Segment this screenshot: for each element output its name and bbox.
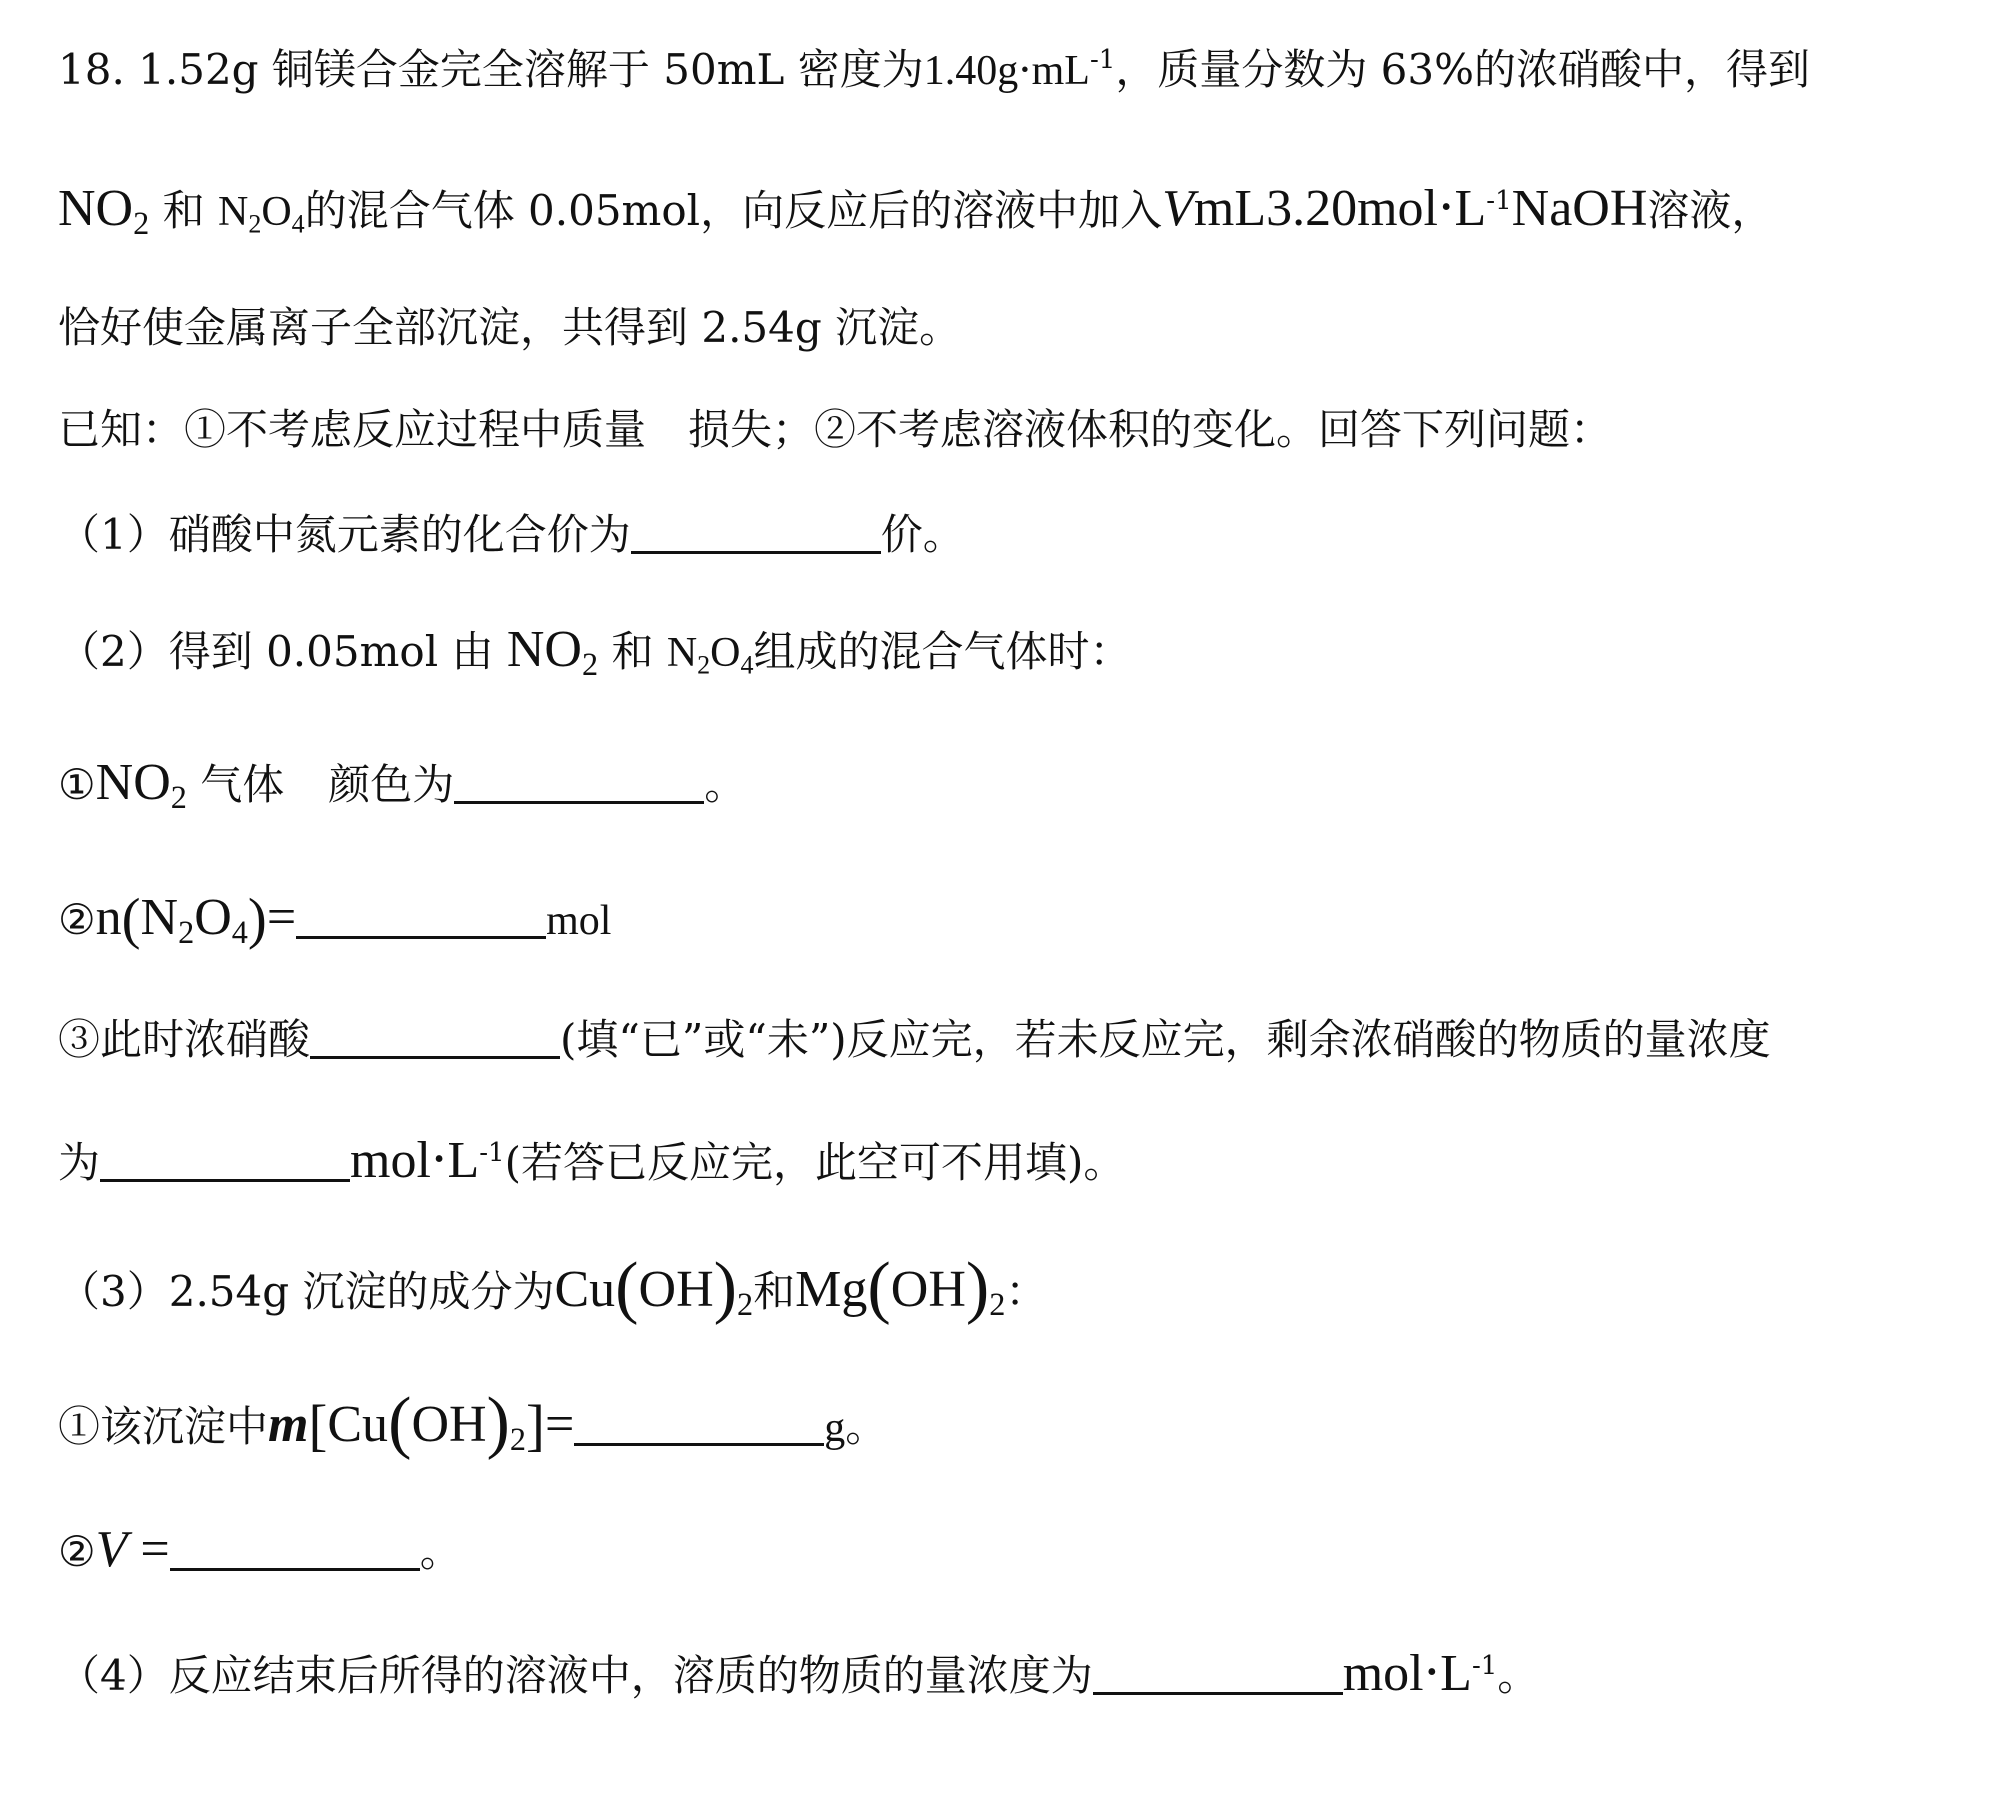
intro-text-b: ，质量分数为 63%的浓硝酸中，得到 <box>1115 45 1811 94</box>
subscript: 2 <box>581 646 599 683</box>
question-2-3-continued <box>58 1130 1125 1193</box>
answer-blank-q3-2[interactable] <box>170 1528 420 1571</box>
formula-mg: Mg <box>795 1261 868 1318</box>
answer-blank-q4[interactable] <box>1093 1652 1343 1695</box>
formula-cu-oh-2 <box>554 1248 754 1327</box>
formula-n: N <box>140 889 179 946</box>
question-2-text: （2）得到 0.05mol 由 <box>58 627 494 676</box>
formula-mg-oh-2 <box>795 1248 1006 1327</box>
naoh-concentration: mL3.20mol <box>1193 180 1438 237</box>
variable-v: V <box>1162 180 1194 237</box>
item-number: ① <box>58 760 96 809</box>
sentence-end: 。 <box>1497 1651 1540 1700</box>
formula-cu-oh-2 <box>327 1383 527 1462</box>
question-2-3-text-b: (填“已”或“未”)反应完，若未反应完，剩余浓硝酸的物质的量浓度 <box>560 1015 1771 1064</box>
formula-no2 <box>506 621 599 683</box>
dot-operator: · <box>1423 1643 1441 1703</box>
subscript: 4 <box>291 209 305 239</box>
question-2-3-text-a: ③此时浓硝酸 <box>58 1015 311 1064</box>
equals-sign: = <box>127 1521 170 1578</box>
unit-l: L <box>1440 1645 1472 1702</box>
formula-n2o4 <box>217 189 305 239</box>
left-paren: ( <box>615 1248 639 1327</box>
right-paren: ) <box>247 887 267 951</box>
unit-mol: mol <box>350 1132 431 1189</box>
known-text-a: 已知：①不考虑反应过程中质量 <box>58 405 647 454</box>
intro-text-c: 的混合气体 0.05mol，向反应后的溶液中加入 <box>304 186 1163 235</box>
subscript: 2 <box>737 1286 754 1323</box>
equals-sign: = <box>266 889 297 946</box>
question-2 <box>58 620 1132 683</box>
unit-mol: mol <box>1342 1645 1424 1702</box>
question-3-1 <box>58 1383 888 1462</box>
formula-oh: OH <box>638 1261 714 1318</box>
unit-l: L <box>447 1132 480 1189</box>
conjunction: 和 <box>753 1267 796 1316</box>
question-2-3-text-c: 为 <box>58 1138 101 1187</box>
intro-text-d: 溶液， <box>1647 186 1774 235</box>
subscript: 4 <box>740 650 754 680</box>
question-1-text: （1）硝酸中氮元素的化合价为 <box>58 510 631 559</box>
answer-blank-q1[interactable] <box>631 511 881 554</box>
formula-cu: Cu <box>554 1261 616 1318</box>
formula-no: NO <box>506 621 582 678</box>
conjunction: 和 <box>611 627 654 676</box>
conjunction: 和 <box>162 186 205 235</box>
exponent: -1 <box>1471 1650 1498 1681</box>
answer-blank-q2-3a[interactable] <box>310 1016 560 1059</box>
intro-text-a: 18. 1.52g 铜镁合金完全溶解于 50mL 密度为 <box>58 45 924 94</box>
formula-n: N <box>217 189 249 235</box>
problem-intro-line-3 <box>58 298 961 358</box>
formula-oh: OH <box>890 1261 966 1318</box>
unit-l: L <box>1454 180 1487 237</box>
question-4-text: （4）反应结束后所得的溶液中，溶质的物质的量浓度为 <box>58 1651 1093 1700</box>
left-paren: ( <box>121 887 141 951</box>
answer-blank-q2-2[interactable] <box>296 896 546 939</box>
subscript: 2 <box>697 650 711 680</box>
formula-n: N <box>666 630 698 676</box>
question-1 <box>58 505 965 565</box>
answer-blank-q3-1[interactable] <box>574 1403 824 1446</box>
formula-o: O <box>261 189 292 235</box>
unit-mol: mol <box>546 898 612 944</box>
variable-v: V <box>95 1521 128 1578</box>
density-value: 1.40g <box>923 48 1019 94</box>
left-bracket: [ <box>308 1394 328 1458</box>
item-number: ① <box>58 1402 101 1451</box>
math-n: n <box>95 889 122 946</box>
exponent: -1 <box>1089 44 1116 75</box>
variable-m: m <box>268 1396 309 1453</box>
question-2-suffix: 组成的混合气体时： <box>753 627 1132 676</box>
question-3-suffix: ： <box>1005 1267 1048 1316</box>
formula-oh: OH <box>411 1396 487 1453</box>
right-paren: ) <box>965 1248 990 1327</box>
formula-no2 <box>95 754 187 816</box>
question-3 <box>58 1248 1048 1327</box>
item-number: ② <box>58 1527 96 1576</box>
question-4 <box>58 1643 1539 1706</box>
formula-no: NO <box>58 180 134 237</box>
density-unit: mL <box>1031 48 1090 94</box>
formula-n2o4 <box>666 630 754 680</box>
answer-blank-q2-3b[interactable] <box>100 1139 350 1182</box>
question-2-2 <box>58 888 611 951</box>
formula-naoh: NaOH <box>1511 180 1648 237</box>
right-paren: ) <box>486 1383 510 1462</box>
question-2-1 <box>58 753 746 815</box>
known-conditions <box>58 400 1612 460</box>
intro-text-e: 恰好使金属离子全部沉淀，共得到 2.54g 沉淀。 <box>58 303 962 352</box>
dot-operator: · <box>1018 45 1032 94</box>
subscript: 2 <box>248 209 262 239</box>
formula-o: O <box>710 630 741 676</box>
question-1-suffix: 价。 <box>880 510 965 559</box>
subscript: 2 <box>170 779 187 816</box>
unit-g: g。 <box>824 1405 888 1451</box>
subscript: 2 <box>989 1286 1006 1323</box>
left-paren: ( <box>388 1383 412 1462</box>
dot-operator: · <box>1437 178 1455 238</box>
subscript: 2 <box>133 205 150 242</box>
item-number: ② <box>58 895 96 944</box>
question-2-1-text-b: 颜色为 <box>328 760 455 809</box>
question-2-3 <box>58 1010 1771 1070</box>
sentence-end: 。 <box>704 760 747 809</box>
problem-intro-line-1 <box>58 40 1810 101</box>
right-paren: ) <box>713 1248 738 1327</box>
subscript: 4 <box>231 914 248 951</box>
exponent: -1 <box>1486 185 1512 216</box>
formula-no: NO <box>95 754 171 811</box>
answer-blank-q2-1[interactable] <box>454 761 704 804</box>
subscript: 2 <box>509 1421 527 1458</box>
dot-operator: · <box>430 1130 448 1190</box>
known-text-b: 损失；②不考虑溶液体积的变化。回答下列问题： <box>688 405 1613 454</box>
exponent: -1 <box>479 1137 505 1168</box>
formula-cu: Cu <box>327 1396 389 1453</box>
right-bracket: ] <box>526 1394 545 1458</box>
question-3-2 <box>58 1520 462 1582</box>
question-2-1-text-a: 气体 <box>200 760 285 809</box>
formula-no2 <box>58 180 150 242</box>
formula-n2o4 <box>140 889 248 951</box>
sentence-end: 。 <box>419 1527 462 1576</box>
equals-sign: = <box>544 1396 575 1453</box>
question-3-1-text: 该沉淀中 <box>100 1402 269 1451</box>
subscript: 2 <box>178 914 195 951</box>
formula-o: O <box>194 889 232 946</box>
question-2-3-text-d: (若答已反应完，此空可不用填)。 <box>504 1138 1126 1187</box>
question-3-text: （3）2.54g 沉淀的成分为 <box>58 1267 555 1316</box>
left-paren: ( <box>867 1248 891 1327</box>
problem-intro-line-2 <box>58 178 1773 242</box>
